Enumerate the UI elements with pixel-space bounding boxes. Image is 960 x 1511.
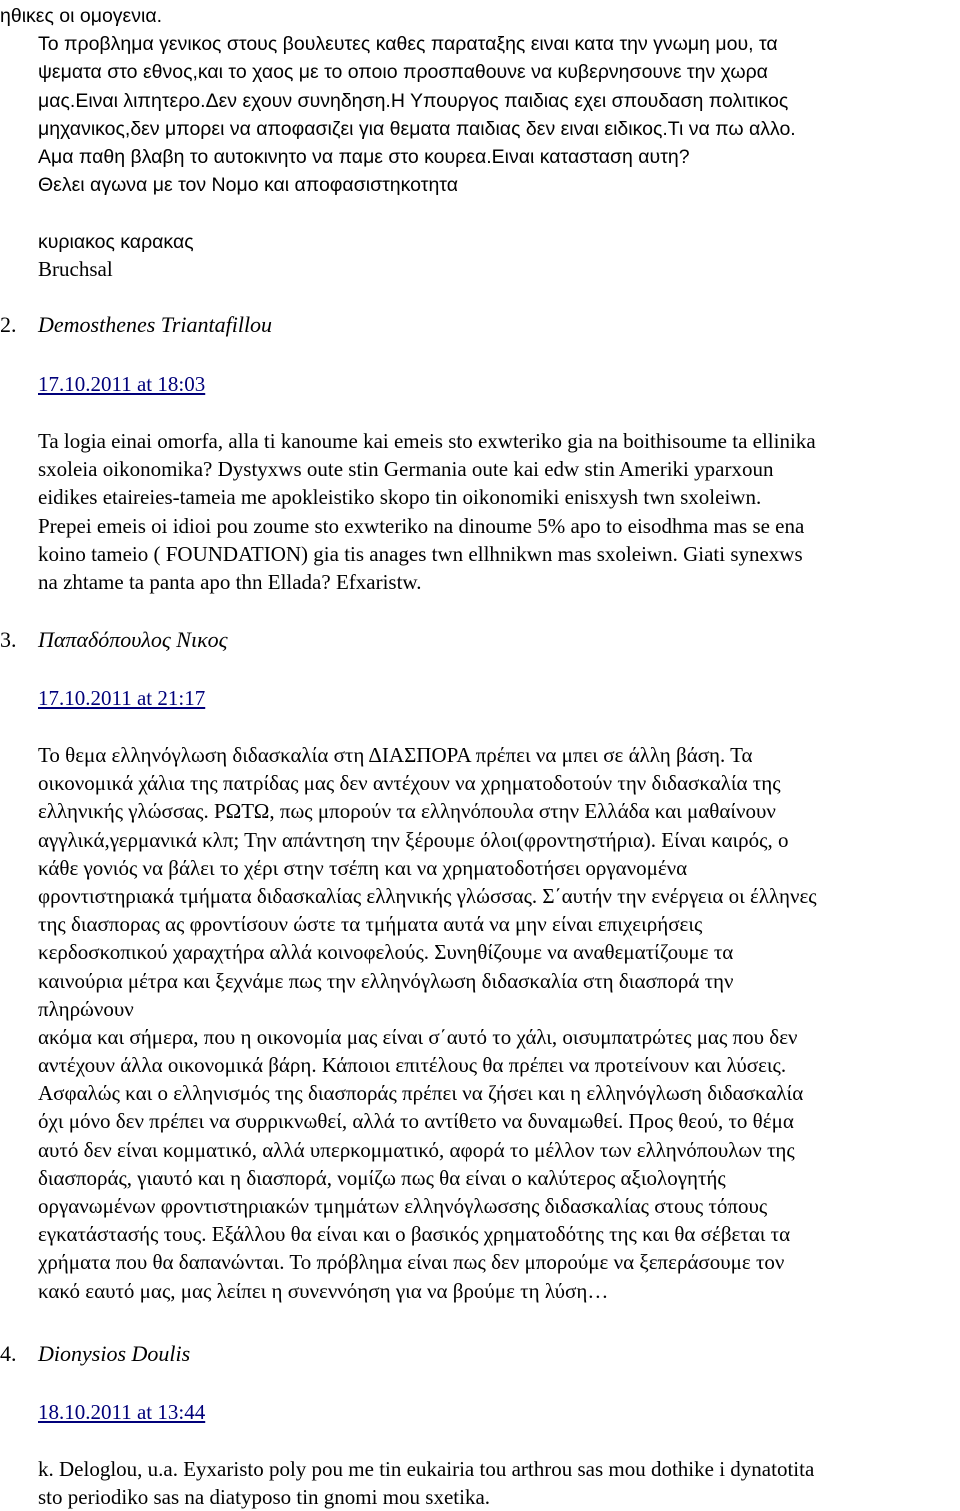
comment-line: αυτό δεν είναι κομματικό, αλλά υπερκομματικό, αφορά το μέλλον των ελληνόπουλων της: [38, 1137, 795, 1162]
comment-3-header: [0, 623, 228, 657]
comment-line: Το θεμα ελληνόγλωση διδασκαλία στη ΔΙΑΣΠΟΡΑ πρέπει να μπει σε άλλη βάση. Τα: [38, 743, 753, 767]
comment-1-line: ψεματα στο εθνος,και το χαος με το οποιο προσπαθουνε να κυβερνησουνε την χωρα: [38, 61, 768, 84]
comment-line: κακό εαυτό μας, μας λείπει η συνεννόηση για να βρούμε τη λύση…: [38, 1278, 609, 1303]
signature-name: κυριακος καρακας: [38, 231, 194, 253]
signature-place: Bruchsal: [38, 257, 113, 281]
comment-line: διασποράς, γιαυτό και η διασπορά, νομίζω πως θα είναι ο καλύτερος αξιολογητής: [38, 1165, 726, 1190]
comment-1-body: [0, 2, 960, 199]
comment-line: ακόμα και σήμερα, που η οικονομία μας είναι σ΄αυτό το χάλι, οισυμπατρώτες μας που δεν: [38, 1024, 798, 1049]
comment-3-date-link[interactable]: 17.10.2011 at 21:17: [38, 686, 206, 710]
comment-1-line: Το προβλημα γενικος στους βουλευτες καθες παραταξης ειναι κατα την γνωμη μου, τα: [38, 33, 778, 56]
comment-line: οργανωμένων φροντιστηριακών τμημάτων ελληνόγλωσσης διδασκαλίας στους τόπους: [38, 1194, 768, 1218]
comment-line: Ασφαλώς και ο ελληνισμός της διασποράς πρέπει να ζήσει και η ελληνόγλωση διδασκαλία: [38, 1081, 804, 1106]
comment-line: αγγλικά,γερμανικά κλπ; Την απάντηση την ξέρουμε όλοι(φροντηστήρια). Είναι καιρός, ο: [38, 827, 789, 852]
comment-line: eidikes etaireies-tameia me apokleistiko skopo tin oikonomiki enisxysh twn sxoleiwn.: [38, 485, 762, 510]
comment-line: αντέχουν άλλα οικονομικά βάρη. Κάποιοι επιτέλους θα πρέπει να προτείνουν και λύσεις.: [38, 1053, 787, 1078]
comment-number: 3.: [0, 627, 17, 652]
comment-2-header: [0, 308, 272, 342]
comment-line: κάθε γονιός να βάλει το χέρι στην τσέπη και να χρηματοδοτήσει οργανομένα: [38, 855, 688, 880]
comment-line: Ta logia einai omorfa, alla ti kanoume kai emeis sto exwteriko gia na boithisoume ta ellinika: [38, 429, 816, 453]
comment-number: 4.: [0, 1341, 17, 1366]
comment-1-line: Θελει αγωνα με τον Νομο και αποφασιστηκοτητα: [38, 174, 458, 197]
comment-1-line: μας.Ειναι λιπητερο.Δεν εχουν συνηδηση.Η Υπουργος παιδιας εχει σπουδαση πολιτικος: [38, 89, 789, 112]
comment-line: της διασπορας ας φροντίσουν ώστε τα τμήματα αυτά να μην είναι επιχειρήσεις: [38, 912, 703, 937]
comment-number: 2.: [0, 312, 17, 337]
comment-line: na zhtame ta panta apo thn Ellada? Efxaristw.: [38, 569, 422, 594]
comment-4-header: [0, 1337, 190, 1371]
comment-2-body: [38, 427, 960, 596]
comment-line: οικονομικά χάλια της πατρίδας μας δεν αντέχουν να χρηματοδοτούν την διδασκαλία της: [38, 771, 781, 796]
comment-line: Prepei emeis oi idioi pou zoume sto exwteriko na dinoume 5% apo to eisodhma mas se ena: [38, 513, 805, 538]
comment-1-signature: [38, 228, 960, 256]
comment-line: καινούρια μέτρα και ξεχνάμε πως την ελληνόγλωση διδασκαλία στη διασπορά την: [38, 968, 734, 993]
comment-author: Demosthenes Triantafillou: [38, 312, 273, 337]
comment-1-line: ηθικες οι ομογενια.: [0, 5, 163, 27]
comment-2-date-link[interactable]: 17.10.2011 at 18:03: [38, 372, 206, 396]
comment-1-place: [38, 255, 960, 283]
comment-line: όχι μόνο δεν πρέπει να συρρικνωθεί, αλλά το αντίθετο να δυναμωθεί. Προς θεού, το θέμα: [38, 1109, 794, 1134]
comment-4-date-link[interactable]: 18.10.2011 at 13:44: [38, 1400, 206, 1424]
comment-line: ελληνικής γλώσσας. ΡΩΤΩ, πως μπορούν τα ελληνόπουλα στην Ελλάδα και μαθαίνουν: [38, 799, 776, 824]
comment-line: φροντιστηριακά τμήματα διδασκαλίας ελληνικής γλώσσας. Σ΄αυτήν την ενέργεια οι έλληνες: [38, 883, 817, 908]
comment-line: koino tameio ( FOUNDATION) gia tis anages twn ellhnikwn mas sxoleiwn. Giati synexws: [38, 541, 803, 566]
comment-line: k. Deloglou, u.a. Eyxaristo poly pou me tin eukairia tou arthrou sas mou dothike i dynatotita: [38, 1457, 815, 1481]
comment-line: χρήματα που θα δαπανώνται. Το πρόβλημα είναι πως δεν μπορούμε να ξεπεράσουμε τον: [38, 1250, 785, 1275]
comment-1-line: Αμα παθη βλαβη το αυτοκινητο να παμε στο κουρεα.Ειναι κατασταση αυτη?: [38, 145, 690, 168]
comment-line: εγκατάστασής τους. Εξάλλου θα είναι και ο βασικός χρηματοδότης της και θα σέβεται τα: [38, 1222, 791, 1247]
comment-line: sto periodiko sas na diatyposo tin gnomi mou sxetika.: [38, 1485, 491, 1510]
comment-line: κερδοσκοπικού χαραχτήρα αλλά κοινοφελούς. Συνηθίζουμε να αναθεματίζουμε τα: [38, 940, 734, 965]
comment-4-body: [38, 1455, 960, 1511]
comment-1-line: μηχανικος,δεν μπορει να αποφασιζει για θεματα παιδιας δεν ειναι ειδικος.Τι να πω αλλο.: [38, 117, 796, 140]
comment-author: Dionysios Doulis: [38, 1341, 191, 1366]
comment-line: sxoleia oikonomika? Dystyxws oute stin Germania oute kai edw stin Ameriki yparxoun: [38, 457, 774, 482]
comment-3-body: [38, 741, 960, 1305]
comment-author: Παπαδόπουλος Νικος: [38, 627, 228, 652]
comment-line: πληρώνουν: [38, 996, 134, 1021]
